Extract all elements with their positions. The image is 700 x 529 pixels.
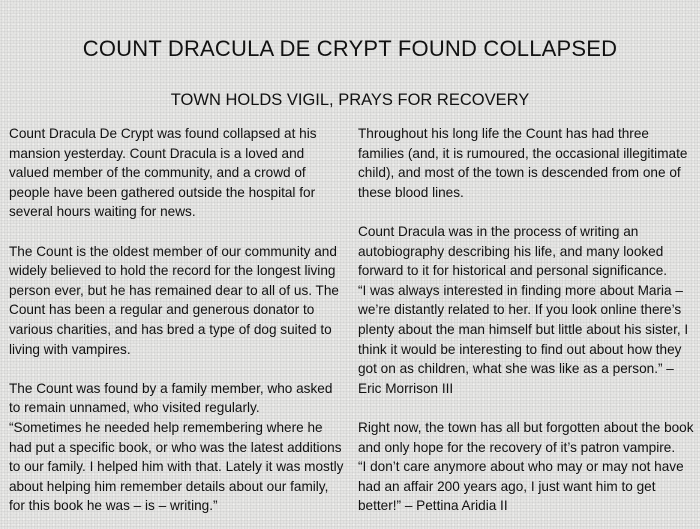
paragraph-town-hopes: Right now, the town has all but forgotten about the book and only hope for the recovery of it’s patron vampire. <box>358 419 694 455</box>
quote-eric-morrison: “I was always interested in finding more about Maria – we’re distantly related to her. If you look online there’s plenty about the man himself but little about his sister, I think it would be interesting to find out about how they got on as children, what she was like as a person.” – Eric Morrison III <box>358 282 689 396</box>
paragraph-autobiography: Count Dracula was in the process of writing an autobiography describing his life, and many looked forward to it for historical and personal significance. <box>358 223 668 279</box>
quote-family-member: “Sometimes he needed help remembering where he had put a specific book, or who was the latest additions to our family. I helped him with that. Lately it was mostly about helping him remember details about our family, for this book he was – is – writing.” <box>9 419 344 514</box>
right-column <box>358 124 694 516</box>
subheadline: TOWN HOLDS VIGIL, PRAYS FOR RECOVERY <box>170 91 530 109</box>
left-column <box>9 124 345 516</box>
paragraph-oldest-member: The Count is the oldest member of our community and widely believed to hold the record for the longest living person ever, but he has remained dear to all of us. The Count has been a regular and generous donator to various charities, and has bred a type of dog suited to living with vampires. <box>9 243 339 357</box>
paragraph-found-by-family: The Count was found by a family member, who asked to remain unnamed, who visited regularly. <box>9 380 333 416</box>
headline: COUNT DRACULA DE CRYPT FOUND COLLAPSED <box>82 36 618 61</box>
paragraph-three-families: Throughout his long life the Count has had three families (and, it is rumoured, the occasional illegitimate child), and most of the town is descended from one of these blood lines. <box>358 126 688 200</box>
paragraph-collapse-report: Count Dracula De Crypt was found collapsed at his mansion yesterday. Count Dracula is a loved and valued member of the community, and a crowd of people have been gathered outside the hospital for several hours waiting for news. <box>9 126 317 220</box>
quote-pettina-aridia: “I don’t care anymore about who may or may not have had an affair 200 years ago, I just want him to get better!” – Pettina Aridia II <box>358 459 684 514</box>
